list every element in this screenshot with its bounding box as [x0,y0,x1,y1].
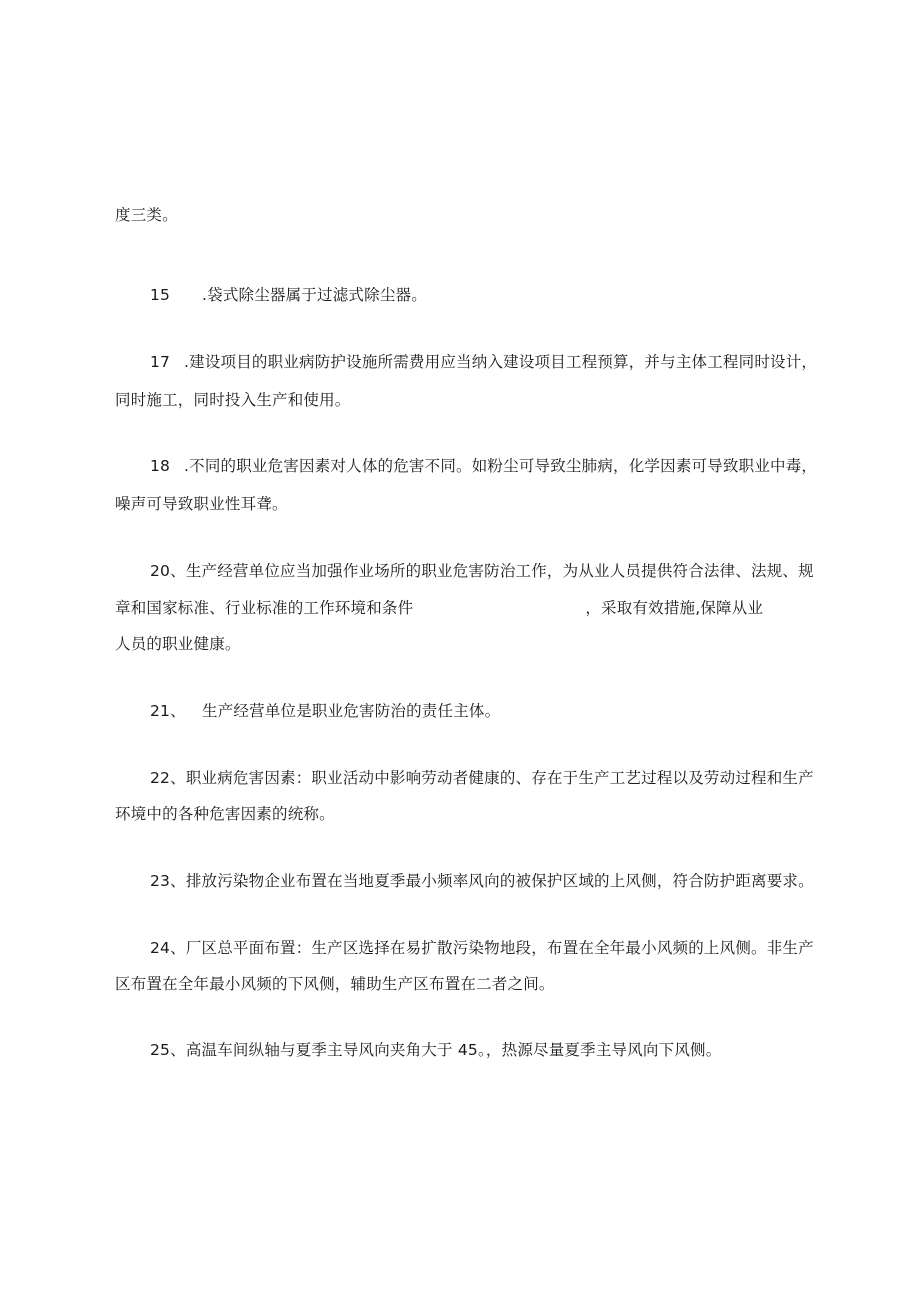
item-20-text-2a: 章和国家标准、行业标准的工作环境和条件 [115,599,414,617]
item-17-line-1 [150,352,817,372]
item-25-line-1: 25、高温车间纵轴与夏季主导风向夹角大于 45。，热源尽量夏季主导风向下风侧。 [150,1041,722,1059]
item-20-line-1: 20、生产经营单位应当加强作业场所的职业危害防治工作，为从业人员提供符合法律、法规、规 [150,562,814,580]
item-17-text-1: .建设项目的职业病防护设施所需费用应当纳入建设项目工程预算，并与主体工程同时设计， [184,353,818,371]
item-18-number: 18 [150,457,171,475]
item-22-line-1: 22、职业病危害因素：职业活动中影响劳动者健康的、存在于生产工艺过程以及劳动过程和生产 [150,769,814,787]
item-21-number: 21、 [150,702,186,720]
item-15 [150,285,427,305]
item-24-line-1: 24、厂区总平面布置：生产区选择在易扩散污染物地段，布置在全年最小风频的上风侧。非生产 [150,939,814,957]
item-20-line-2 [115,598,763,618]
item-15-number: 15 [150,286,171,304]
item-18-line-1 [150,456,817,476]
item-18-line-2: 噪声可导致职业性耳聋。 [115,495,288,513]
item-14-tail: 度三类。 [115,206,178,224]
item-21-text: 生产经营单位是职业危害防治的责任主体。 [202,702,501,720]
item-23-line-1: 23、排放污染物企业布置在当地夏季最小频率风向的被保护区域的上风侧，符合防护距离要求。 [150,872,814,890]
item-20-text-2b: ，采取有效措施,保障从业 [585,599,764,617]
item-21 [150,701,500,721]
item-22-line-2: 环境中的各种危害因素的统称。 [115,805,335,823]
item-20-line-3: 人员的职业健康。 [115,635,241,653]
item-17-line-2: 同时施工，同时投入生产和使用。 [115,391,351,409]
item-15-text: .袋式除尘器属于过滤式除尘器。 [202,286,427,304]
item-18-text-1: .不同的职业危害因素对人体的危害不同。如粉尘可导致尘肺病，化学因素可导致职业中毒， [184,457,818,475]
item-17-number: 17 [150,353,171,371]
item-24-line-2: 区布置在全年最小风频的下风侧，辅助生产区布置在二者之间。 [115,975,555,993]
